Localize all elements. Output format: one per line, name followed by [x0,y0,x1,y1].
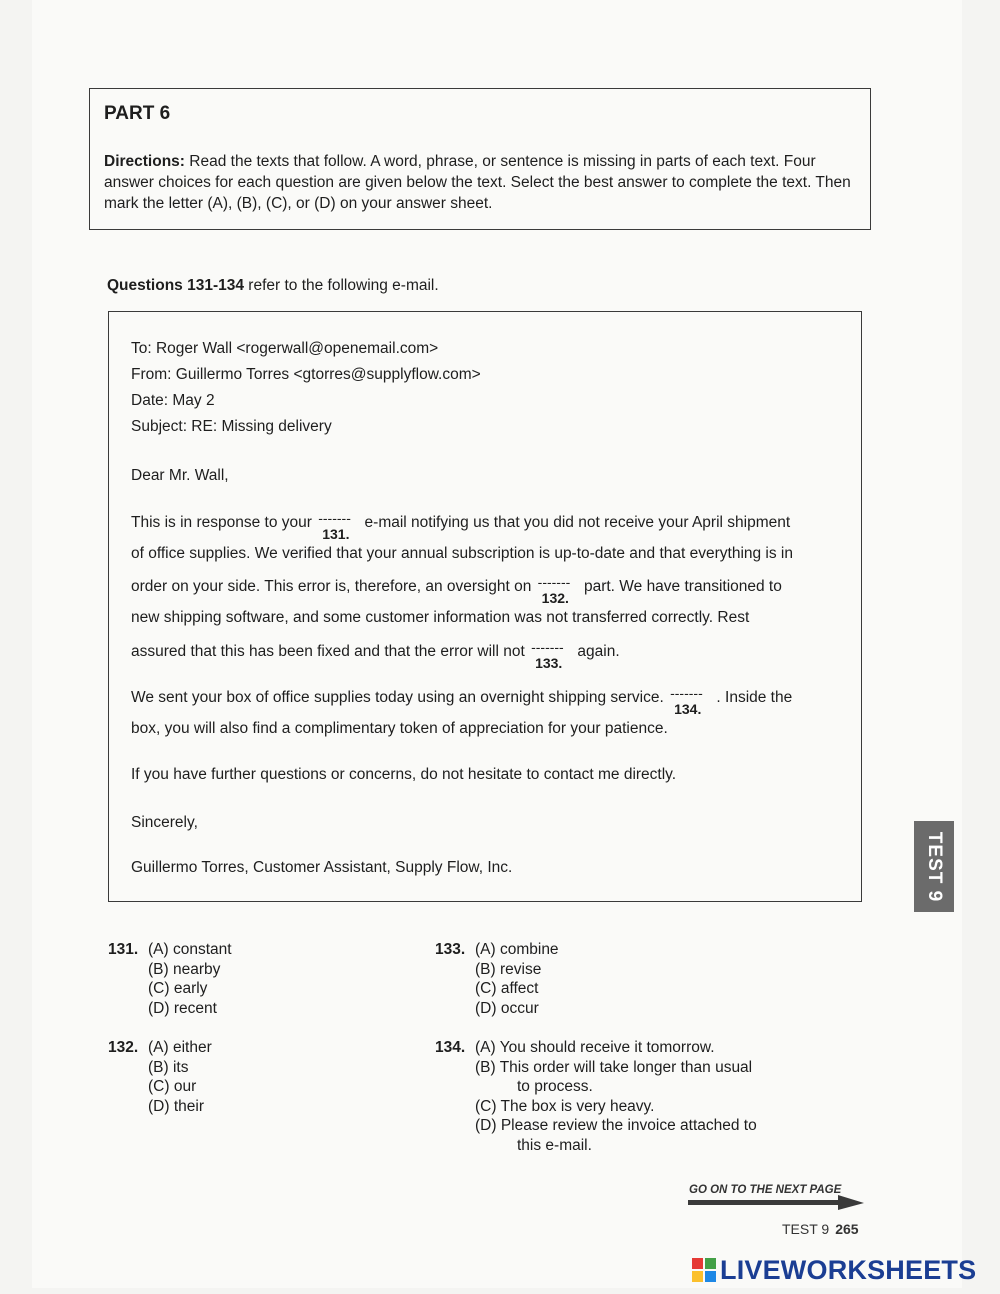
page-footer [782,1221,859,1237]
question-133 [435,940,835,1020]
question-number: 131. [108,941,139,958]
blank-133[interactable] [531,639,571,671]
option-d[interactable]: (D) recent [148,999,217,1017]
email-text: order on your side. This error is, therefore, an oversight on [131,578,532,595]
email-greeting: Dear Mr. Wall, [131,467,229,484]
email-line [131,639,620,671]
liveworksheets-logo-icon [692,1258,716,1282]
blank-number: 133. [535,655,563,671]
email-line [131,574,782,606]
email-line [131,685,793,717]
question-132 [108,1038,408,1118]
email-text: e-mail notifying us that you did not receive your April shipment [364,514,791,531]
go-next-label: GO ON TO THE NEXT PAGE [689,1184,842,1196]
blank-131[interactable] [318,510,358,542]
email-text: part. We have transitioned to [583,578,782,595]
blank-134[interactable] [670,685,710,717]
arrow-right-icon [688,1195,864,1211]
option-c[interactable]: (C) The box is very heavy. [475,1097,655,1115]
email-from: From: Guillermo Torres <gtorres@supplyflow.com> [131,366,481,383]
option-b-continued: to process. [517,1078,593,1095]
option-c[interactable]: (C) our [148,1078,197,1095]
option-b[interactable]: (B) revise [475,960,542,978]
directions-text [104,151,862,214]
email-signature: Guillermo Torres, Customer Assistant, Supply Flow, Inc. [131,859,513,876]
page-number: 265 [835,1221,859,1237]
blank-132[interactable] [537,574,578,606]
footer-test-label: TEST 9 [782,1221,830,1237]
email-line: box, you will also find a complimentary token of appreciation for your patience. [131,720,668,737]
question-number: 133. [435,941,466,958]
email-closing: Sincerely, [131,814,198,831]
option-d-continued: this e-mail. [517,1136,592,1154]
question-number: 134. [435,1039,466,1056]
test-side-tab [914,821,954,912]
email-date: Date: May 2 [131,392,215,409]
blank-number: 134. [674,701,702,717]
option-b[interactable]: (B) This order will take longer than usual [475,1058,753,1076]
option-d[interactable]: (D) their [148,1097,204,1115]
questions-intro [107,277,439,295]
question-131 [108,940,408,1020]
blank-dashes: ------- [670,685,703,701]
email-line: new shipping software, and some customer information was not transferred correctly. Rest [131,609,750,626]
blank-dashes: ------- [537,574,571,590]
option-d[interactable]: (D) Please review the invoice attached to [475,1117,757,1134]
questions-range: Questions 131-134 [107,277,244,294]
option-c[interactable]: (C) affect [475,980,539,997]
email-text: This is in response to your [131,514,312,531]
directions-box [89,88,871,230]
questions-intro-rest: refer to the following e-mail. [248,277,439,294]
option-a[interactable]: (A) either [148,1039,212,1056]
liveworksheets-logo[interactable] [692,1254,976,1286]
question-number: 132. [108,1039,139,1056]
email-subject: Subject: RE: Missing delivery [131,418,332,435]
directions-label: Directions: [104,153,185,170]
side-tab-label: TEST 9 [924,831,945,902]
part-title: PART 6 [104,103,171,124]
email-box [108,311,862,902]
email-text: We sent your box of office supplies today using an overnight shipping service. [131,689,664,706]
option-a[interactable]: (A) constant [148,941,232,958]
email-line: of office supplies. We verified that your annual subscription is up-to-date and that everything is in [131,545,793,562]
blank-number: 131. [322,526,350,542]
blank-number: 132. [541,590,569,606]
option-c[interactable]: (C) early [148,980,208,997]
option-b[interactable]: (B) nearby [148,960,221,978]
question-134 [435,1038,835,1158]
directions-body: Read the texts that follow. A word, phrase, or sentence is missing in parts of each text. Four answer choices for each question are given below the text. Select the best answer to complete the text. Then mark the letter (A), (B), (C), or (D) on your answer sheet. [104,153,851,212]
liveworksheets-wordmark: LIVEWORKSHEETS [720,1254,977,1285]
option-b[interactable]: (B) its [148,1058,189,1076]
email-text: assured that this has been fixed and that the error will not [131,643,525,660]
email-text: . Inside the [716,689,793,706]
blank-dashes: ------- [318,510,351,526]
email-line [131,510,791,542]
option-a[interactable]: (A) combine [475,941,559,958]
email-text: again. [577,643,620,660]
email-line: If you have further questions or concerns, do not hesitate to contact me directly. [131,766,677,783]
option-a[interactable]: (A) You should receive it tomorrow. [475,1039,715,1056]
blank-dashes: ------- [531,639,564,655]
option-d[interactable]: (D) occur [475,999,539,1017]
email-to: To: Roger Wall <rogerwall@openemail.com> [131,340,439,357]
